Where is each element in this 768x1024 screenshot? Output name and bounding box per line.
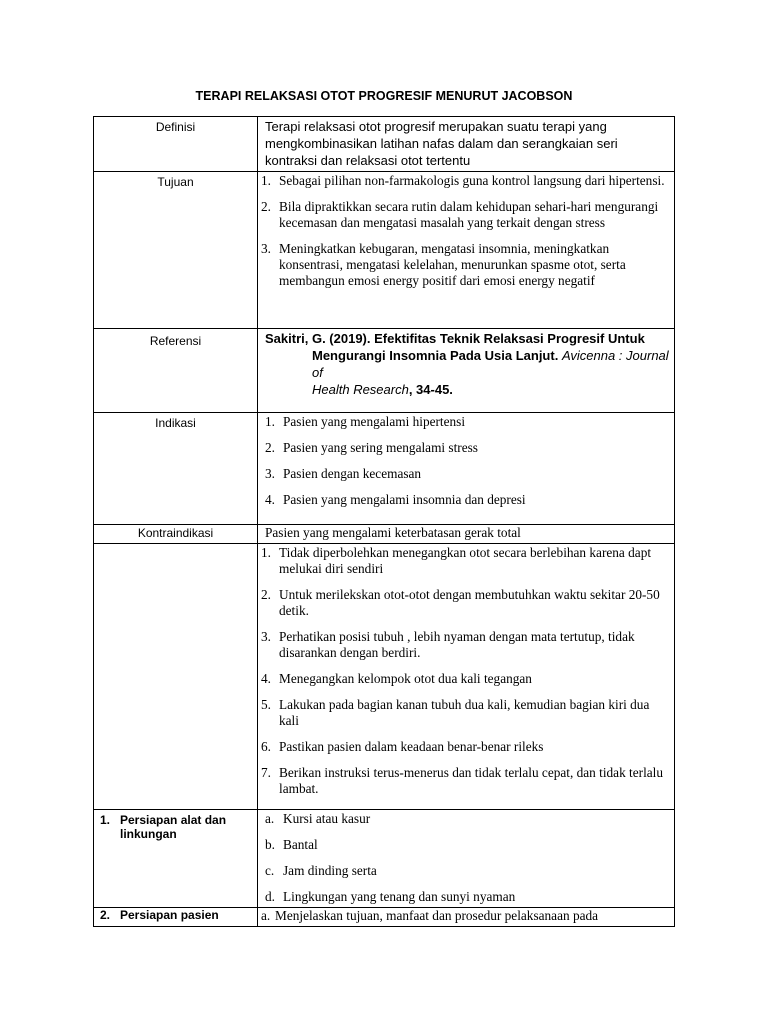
list-item [261,587,670,619]
list-item [261,697,670,729]
list-number: 2. [261,199,271,214]
list-text: Kursi atau kasur [283,811,371,826]
list-item [265,889,670,905]
list-text: Pasien yang mengalami insomnia dan depresi [283,492,526,507]
list-number: 7. [261,765,271,780]
label-indikasi: Indikasi [94,413,258,525]
list-item [261,765,670,797]
list-text: Lakukan pada bagian kanan tubuh dua kali, kemudian bagian kiri dua kali [279,697,650,728]
section-number: 1. [100,813,111,827]
list-text: Menegangkan kelompok otot dua kali tegangan [279,671,532,686]
list-text: Berikan instruksi terus-menerus dan tidak terlalu cepat, dan tidak terlalu lambat. [279,765,664,796]
list-letter: a. [265,811,275,826]
label-definisi: Definisi [94,117,258,172]
row-tujuan [94,172,675,329]
list-text: Lingkungan yang tenang dan sunyi nyaman [283,889,516,904]
section-label: Persiapan alat dan linkungan [120,813,227,841]
list-item [265,863,670,879]
list-letter: d. [265,889,275,904]
list-text: Pasien yang mengalami hipertensi [283,414,466,429]
section-number: 2. [100,908,111,922]
list-item [261,739,670,755]
label-kontraindikasi: Kontraindikasi [94,525,258,544]
list-text: Bila dipraktikkan secara rutin dalam kehidupan sehari-hari mengurangi kecemasan dan mengatasi masalah yang terkait dengan stress [279,199,659,230]
document-title: TERAPI RELAKSASI OTOT PROGRESIF MENURUT JACOBSON [195,89,573,103]
definisi-text: Terapi relaksasi otot progresif merupakan suatu terapi yang mengkombinasikan latihan nafas dalam dan serangkaian seri kontraksi dan relaksasi otot tertentu [258,117,675,172]
row-persiapan-pasien [94,908,675,927]
list-number: 4. [261,671,271,686]
list-item [265,440,670,456]
list-text: Pasien yang sering mengalami stress [283,440,478,455]
list-letter: b. [265,837,275,852]
list-letter: c. [265,863,275,878]
citation-title-end: Mengurangi Insomnia Pada Usia Lanjut. [312,348,559,363]
list-item [261,199,670,231]
list-item [265,811,670,827]
list-item [261,671,670,687]
list-text: Jam dinding serta [283,863,377,878]
list-text: Bantal [283,837,318,852]
list-item [261,241,670,289]
label-persiapan-pasien [94,908,258,927]
label-persiapan-alat [94,810,258,908]
list-item [265,837,670,853]
list-number: 1. [261,545,271,560]
tujuan-list [258,172,675,329]
list-text: Perhatikan posisi tubuh , lebih nyaman dengan mata tertutup, tidak disarankan dengan berdiri. [279,629,635,660]
list-item [265,466,670,482]
list-item [261,908,670,924]
citation-line [265,381,670,398]
citation-journal-end: Health Research [312,382,409,397]
list-item [261,173,670,189]
label-referensi: Referensi [94,329,258,413]
list-number: 2. [261,587,271,602]
list-item [265,492,670,508]
list-number: 1. [261,173,271,188]
list-number: 3. [261,241,271,256]
referensi-citation [258,329,675,413]
list-text: Untuk merilekskan otot-otot dengan membutuhkan waktu sekitar 20-50 detik. [279,587,660,618]
list-number: 1. [265,414,275,429]
citation-pages: , 34-45. [408,382,453,397]
row-indikasi [94,413,675,525]
row-perhatian [94,544,675,810]
list-item [265,414,670,430]
list-number: 2. [265,440,275,455]
list-text: Pastikan pasien dalam keadaan benar-benar rileks [279,739,544,754]
citation-line [265,330,670,347]
citation-journal: Avicenna : Journal of [312,348,669,380]
persiapan-pasien-list [258,908,675,927]
persiapan-alat-list [258,810,675,908]
label-perhatian [94,544,258,810]
list-item [261,629,670,661]
list-letter: a. [261,908,271,923]
row-definisi [94,117,675,172]
citation-line [265,347,670,381]
label-tujuan: Tujuan [94,172,258,329]
kontraindikasi-text: Pasien yang mengalami keterbatasan gerak total [258,525,675,544]
list-text: Meningkatkan kebugaran, mengatasi insomnia, meningkatkan konsentrasi, mengatasi kelelahan, menurunkan spasme otot, serta membangun emosi energy positif dari emosi energy negatif [279,241,626,288]
list-number: 4. [265,492,275,507]
perhatian-list [258,544,675,810]
indikasi-list [258,413,675,525]
row-referensi [94,329,675,413]
list-item [261,545,670,577]
citation-author-title: Sakitri, G. (2019). Efektifitas Teknik Relaksasi Progresif Untuk [265,331,645,346]
list-text: Sebagai pilihan non-farmakologis guna kontrol langsung dari hipertensi. [279,173,665,188]
procedure-table [93,116,675,927]
list-number: 6. [261,739,271,754]
row-kontraindikasi [94,525,675,544]
row-persiapan-alat [94,810,675,908]
list-number: 3. [265,466,275,481]
list-number: 5. [261,697,271,712]
list-number: 3. [261,629,271,644]
list-text: Pasien dengan kecemasan [283,466,422,481]
list-text: Menjelaskan tujuan, manfaat dan prosedur pelaksanaan pada [275,908,599,923]
section-label: Persiapan pasien [120,908,219,922]
list-text: Tidak diperbolehkan menegangkan otot secara berlebihan karena dapt melukai diri sendiri [279,545,652,576]
